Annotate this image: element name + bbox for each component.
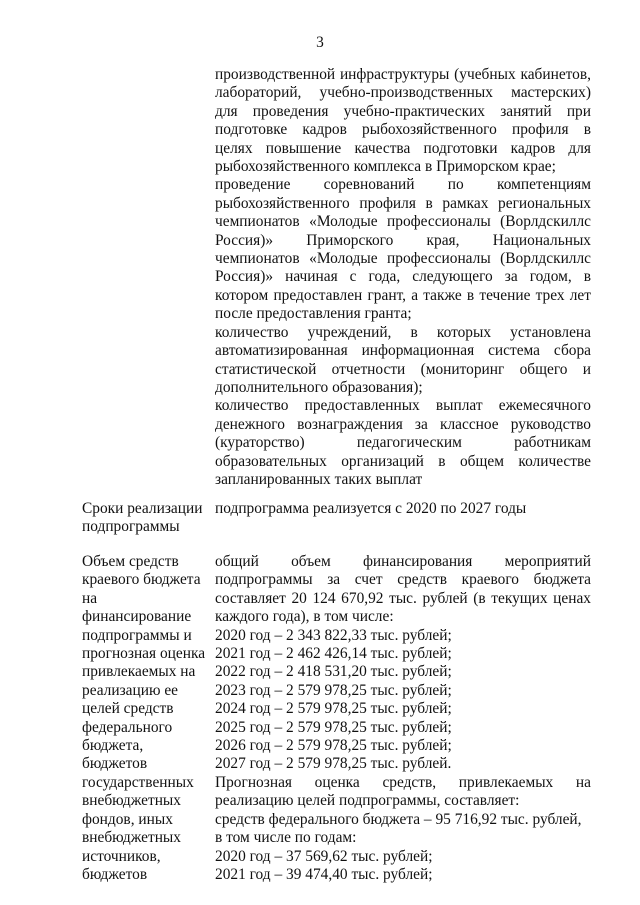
text-line: количество предоставленных выплат ежемесячного (215, 397, 591, 415)
text-line: дополнительного образования); (215, 378, 423, 396)
text-line: Россия)» начиная с года, следующего за годом, в (215, 268, 591, 286)
label-line: бюджета, (82, 737, 144, 755)
label-line: на (82, 589, 98, 607)
label-line: источников, (82, 847, 161, 865)
text-line: составляет 20 124 670,92 тыс. рублей (в текущих ценах (215, 589, 591, 607)
text-line: чемпионатов «Молодые профессионалы (Ворлдскиллс (215, 250, 591, 268)
label-line: Сроки реализации (82, 500, 203, 517)
label-line: реализацию ее (82, 681, 178, 699)
label-line: бюджетов (82, 755, 148, 773)
row-label-timeframe (82, 500, 212, 537)
text-line: котором предоставлен грант, а также в течение трех лет (215, 286, 591, 304)
text-line: в том числе по годам: (215, 829, 357, 847)
text-line: для проведения учебно-практических занятий при (215, 102, 591, 120)
year-line: 2027 год – 2 579 978,25 тыс. рублей. (215, 755, 452, 773)
text-line: подпрограммы за счет средств краевого бюджета (215, 571, 591, 589)
text-line: общий объем финансирования мероприятий (215, 553, 591, 570)
text-line: лабораторий, учебно-производственных мастерских) (215, 84, 591, 102)
federal-years-list (215, 848, 591, 885)
row-label-funding (82, 553, 212, 884)
row-value-timeframe: подпрограмма реализуется с 2020 по 2027 годы (215, 500, 527, 517)
year-line: 2023 год – 2 579 978,25 тыс. рублей; (215, 681, 452, 699)
text-line: производственной инфраструктуры (учебных кабинетов, (215, 66, 591, 83)
text-line: после предоставления гранта; (215, 305, 412, 323)
label-line: внебюджетных (82, 792, 181, 810)
text-line: рыбохозяйственного профиля в рамках региональных (215, 194, 591, 212)
label-line: фондов, иных (82, 810, 173, 828)
text-line: статистической отчетности (мониторинг общего и (215, 360, 591, 378)
text-line: (кураторство) педагогическим работникам (215, 434, 591, 452)
continuation-text (215, 66, 591, 489)
year-line: 2022 год – 2 418 531,20 тыс. рублей; (215, 663, 452, 681)
year-line: 2020 год – 2 343 822,33 тыс. рублей; (215, 626, 452, 644)
forecast-text (215, 774, 591, 811)
text-line: рыбохозяйственного комплекса в Приморском крае; (215, 158, 556, 176)
label-line: подпрограммы и (82, 626, 192, 644)
label-line: прогнозная оценка (82, 645, 206, 663)
funding-years-list (215, 627, 591, 774)
text-line: Россия)» Приморского края, Национальных (215, 231, 591, 249)
label-line: бюджетов (82, 865, 148, 883)
row-value-funding (215, 553, 591, 884)
label-line: государственных (82, 773, 194, 791)
text-line: количество учреждений, в которых установлена (215, 323, 591, 341)
text-line: автоматизированная информационная система сбора (215, 342, 591, 360)
label-line: краевого бюджета (82, 571, 201, 589)
year-line: 2025 год – 2 579 978,25 тыс. рублей; (215, 718, 452, 736)
text-line: проведение соревнований по компетенциям (215, 176, 591, 194)
label-line: внебюджетных (82, 829, 181, 847)
funding-intro (215, 553, 591, 627)
year-line: 2020 год – 37 569,62 тыс. рублей; (215, 847, 433, 865)
year-line: 2021 год – 2 462 426,14 тыс. рублей; (215, 645, 452, 663)
text-line: подготовке кадров рыбохозяйственного профиля в (215, 121, 591, 139)
text-line: запланированных таких выплат (215, 470, 423, 488)
federal-budget-text (215, 811, 591, 848)
label-line: Объем средств (82, 553, 179, 570)
text-line: образовательных организаций в общем количестве (215, 452, 591, 470)
text-line: реализацию целей подпрограммы, составляет: (215, 792, 520, 810)
text-line: каждого года), в том числе: (215, 608, 394, 626)
year-line: 2021 год – 39 474,40 тыс. рублей; (215, 865, 433, 883)
year-line: 2026 год – 2 579 978,25 тыс. рублей; (215, 737, 452, 755)
year-line: 2024 год – 2 579 978,25 тыс. рублей; (215, 700, 452, 718)
label-line: федерального (82, 718, 173, 736)
label-line: целей средств (82, 700, 174, 718)
text-line: денежного вознаграждения за классное руководство (215, 415, 591, 433)
text-line: средств федерального бюджета – 95 716,92 тыс. рублей, (215, 810, 582, 828)
page-number: 3 (316, 34, 324, 51)
text-line: Прогнозная оценка средств, привлекаемых на (215, 773, 591, 791)
label-line: финансирование (82, 608, 192, 626)
text-line: чемпионатов «Молодые профессионалы (Ворлдскиллс (215, 213, 591, 231)
text-line: целях повышение качества подготовки кадров для (215, 139, 591, 157)
label-line: подпрограммы (82, 518, 180, 536)
label-line: привлекаемых на (82, 663, 196, 681)
